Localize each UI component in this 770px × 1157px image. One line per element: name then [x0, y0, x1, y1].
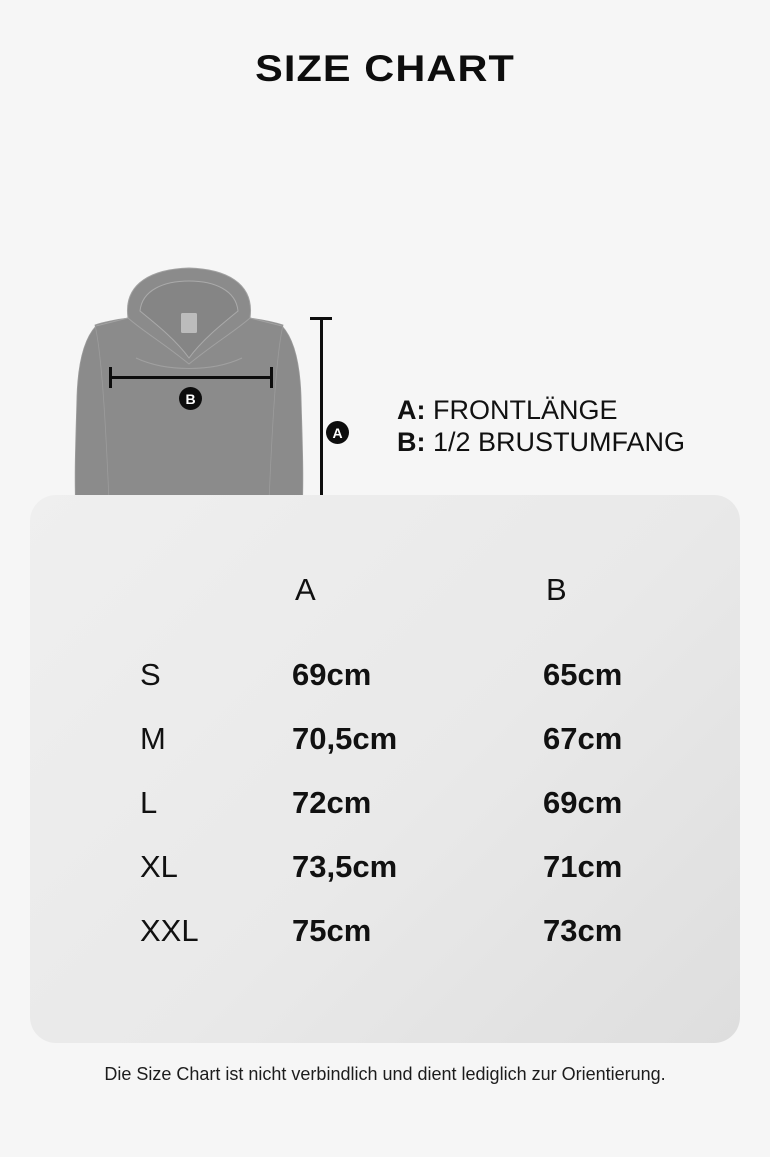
legend-label-a: FRONTLÄNGE: [433, 395, 618, 425]
legend-line-b: [397, 426, 685, 458]
legend-label-b: 1/2 BRUSTUMFANG: [433, 427, 686, 457]
table-header-row: [140, 558, 740, 622]
measure-line-b-cap-left: [109, 367, 112, 388]
value-b: 65cm: [543, 657, 623, 692]
value-a: 70,5cm: [292, 721, 398, 756]
table-body: [140, 643, 740, 963]
value-b: 67cm: [543, 721, 623, 756]
value-a: 73,5cm: [292, 849, 398, 884]
size-label: M: [140, 721, 166, 756]
size-label: XL: [140, 849, 178, 884]
page-title: SIZE CHART: [255, 48, 515, 89]
value-a: 72cm: [292, 785, 372, 820]
measurement-legend: [397, 394, 685, 458]
header-col-b: B: [546, 572, 567, 607]
size-label: L: [140, 785, 158, 820]
marker-b-badge: B: [179, 387, 202, 410]
value-b: 71cm: [543, 849, 623, 884]
legend-key-a: A:: [397, 395, 426, 425]
measure-line-b-cap-right: [270, 367, 273, 388]
value-a: 75cm: [292, 913, 372, 948]
size-chart-card: [30, 495, 740, 1043]
disclaimer-text: Die Size Chart ist nicht verbindlich und dient lediglich zur Orientierung.: [104, 1064, 666, 1084]
size-label: S: [140, 657, 161, 692]
value-b: 73cm: [543, 913, 623, 948]
table-row: [140, 771, 740, 835]
value-a: 69cm: [292, 657, 372, 692]
measure-line-a-cap-top: [310, 317, 332, 320]
table-row: [140, 643, 740, 707]
header-col-a: A: [295, 572, 316, 607]
legend-line-a: [397, 394, 685, 426]
measurement-diagram: [0, 120, 770, 470]
measure-line-b: [110, 376, 273, 379]
size-table: [140, 495, 740, 1043]
table-row: [140, 707, 740, 771]
marker-a-badge: A: [326, 421, 349, 444]
size-label: XXL: [140, 913, 199, 948]
table-row: [140, 899, 740, 963]
table-row: [140, 835, 740, 899]
value-b: 69cm: [543, 785, 623, 820]
legend-key-b: B:: [397, 427, 426, 457]
